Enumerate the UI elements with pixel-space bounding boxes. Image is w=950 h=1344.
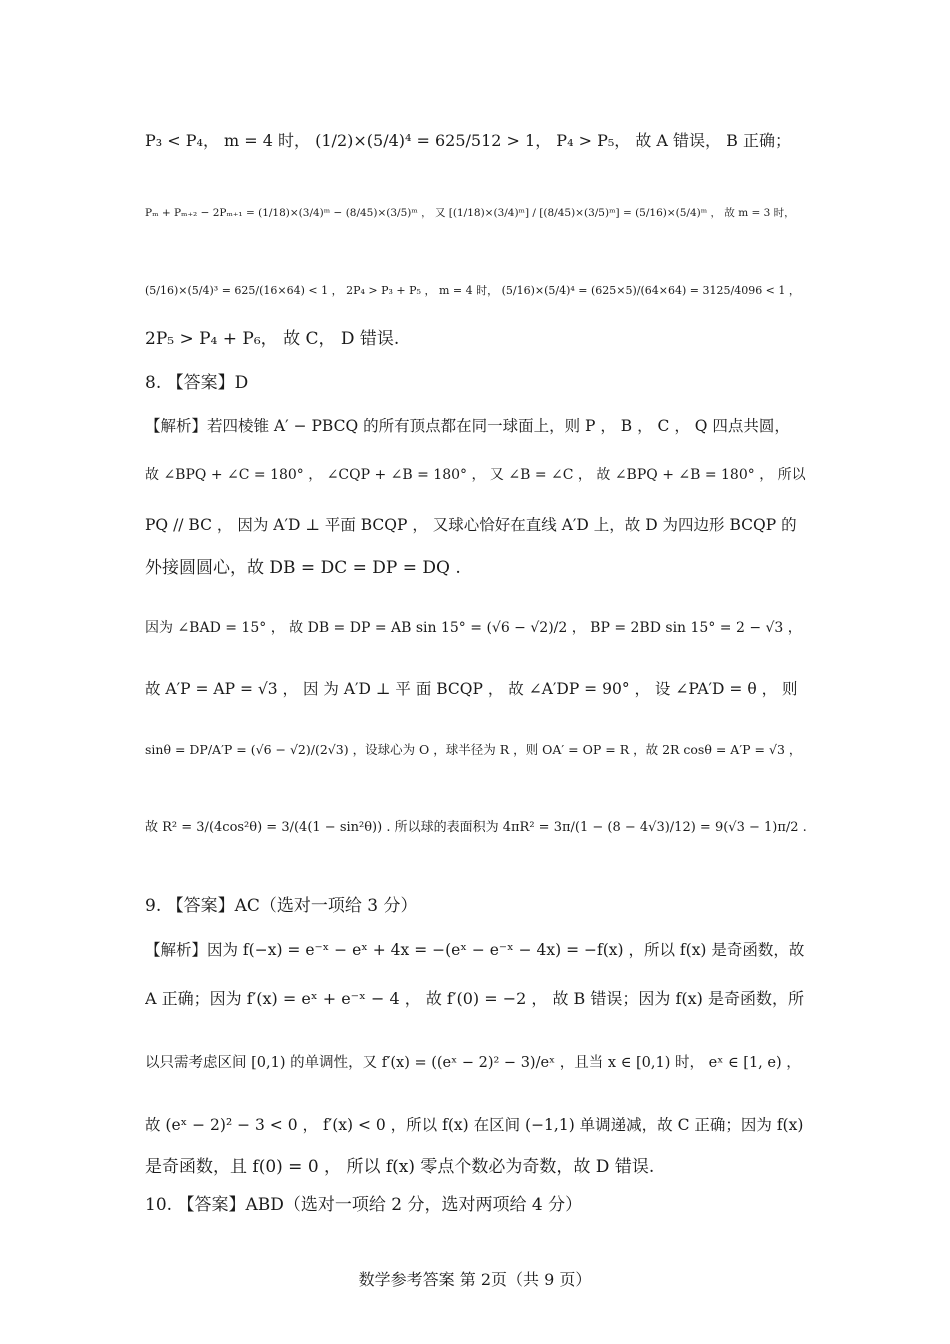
text-line: (5/16)×(5/4)³ = 625/(16×64) < 1 ， 2P₄ > P₃ + P₅ ， m = 4 时， (5/16)×(5/4)⁴ = (625×5)/(64×64) = 3125/4096 < 1 ， — [145, 284, 800, 297]
text-line: PQ // BC ， 因为 A′D ⊥ 平面 BCQP ， 又球心恰好在直线 A′D 上，故 D 为四边形 BCQP 的 — [145, 516, 797, 534]
text-line: 【解析】因为 f(−x) = e⁻ˣ − eˣ + 4x = −(eˣ − e⁻ˣ − 4x) = −f(x) ，所以 f(x) 是奇函数，故 — [145, 941, 805, 959]
text-line: 【解析】若四棱锥 A′ − PBCQ 的所有顶点都在同一球面上，则 P ， B ， C ， Q 四点共圆， — [145, 417, 790, 435]
text-line: 故 A′P = AP = √3 ， 因 为 A′D ⊥ 平 面 BCQP ， 故 ∠A′DP = 90° ， 设 ∠PA′D = θ ， 则 — [145, 680, 798, 698]
answer-heading: 9. 【答案】AC（选对一项给 3 分） — [145, 896, 418, 916]
page-footer: 数学参考答案 第 2页（共 9 页） — [358, 1270, 592, 1289]
text-line: P₃ < P₄， m = 4 时， (1/2)×(5/4)⁴ = 625/512 > 1， P₄ > P₅， 故 A 错误， B 正确； — [145, 131, 791, 150]
text-line: Pₘ + Pₘ₊₂ − 2Pₘ₊₁ = (1/18)×(3/4)ᵐ − (8/45)×(3/5)ᵐ ， 又 [(1/18)×(3/4)ᵐ] / [(8/45)×(3/5)ᵐ] = (5/16)×(5/4)ᵐ ， 故 m = 3 时， — [145, 207, 795, 219]
answer-heading: 10. 【答案】ABD（选对一项给 2 分，选对两项给 4 分） — [145, 1195, 583, 1215]
text-line: 2P₅ > P₄ + P₆， 故 C， D 错误. — [145, 329, 400, 349]
text-line: 故 ∠BPQ + ∠C = 180° ， ∠CQP + ∠B = 180° ， 又 ∠B = ∠C ， 故 ∠BPQ + ∠B = 180° ， 所以 — [145, 467, 806, 483]
text-line: 是奇函数，且 f(0) = 0 ， 所以 f(x) 零点个数必为奇数，故 D 错误. — [145, 1157, 655, 1177]
text-line: 外接圆圆心，故 DB = DC = DP = DQ . — [145, 558, 461, 578]
text-line: A 正确；因为 f′(x) = eˣ + e⁻ˣ − 4 ， 故 f′(0) = −2 ， 故 B 错误；因为 f(x) 是奇函数，所 — [145, 989, 804, 1008]
text-line: sinθ = DP/A′P = (√6 − √2)/(2√3) ，设球心为 O ，球半径为 R ，则 OA′ = OP = R ，故 2R cosθ = A′P = √3 ， — [145, 742, 802, 757]
text-line: 以只需考虑区间 [0,1) 的单调性，又 f′(x) = ((eˣ − 2)² − 3)/eˣ ，且当 x ∈ [0,1) 时， eˣ ∈ [1, e) ， — [145, 1055, 801, 1071]
answer-heading: 8. 【答案】D — [145, 373, 249, 393]
text-line: 故 (eˣ − 2)² − 3 < 0 ， f′(x) < 0 ，所以 f(x) 在区间 (−1,1) 单调递减，故 C 正确；因为 f(x) — [145, 1116, 804, 1134]
text-line: 故 R² = 3/(4cos²θ) = 3/(4(1 − sin²θ)) . 所以球的表面积为 4πR² = 3π/(1 − (8 − 4√3)/12) = 9(√3 − 1)π/2 . — [145, 820, 807, 835]
text-line: 因为 ∠BAD = 15° ， 故 DB = DP = AB sin 15° = (√6 − √2)/2 ， BP = 2BD sin 15° = 2 − √3 ， — [145, 620, 802, 636]
